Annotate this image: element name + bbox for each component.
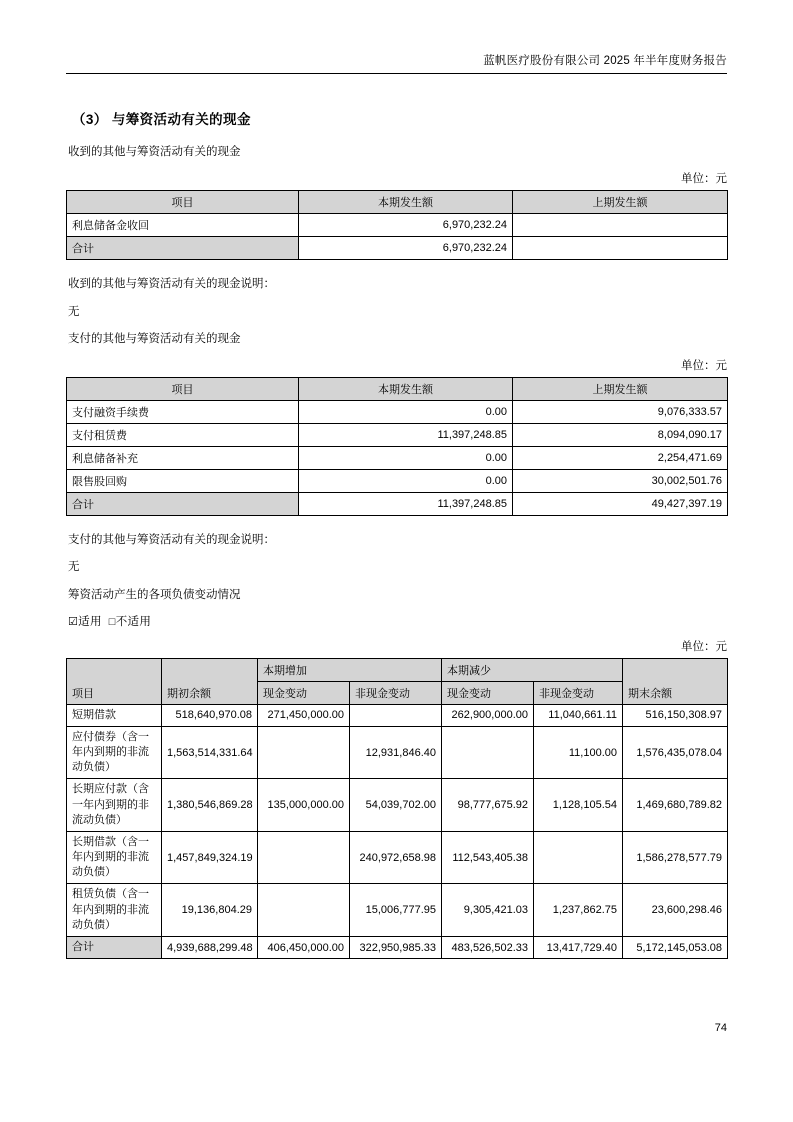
received-cash-note-value: 无 — [68, 305, 80, 318]
cell-decrease-noncash: 11,040,661.11 — [534, 704, 623, 726]
received-cash-table — [66, 190, 728, 260]
cell-previous: 8,094,090.17 — [513, 424, 728, 447]
paid-cash-title: 支付的其他与筹资活动有关的现金 — [68, 332, 241, 345]
column-header-current: 本期发生额 — [299, 191, 513, 214]
cell-closing-total: 5,172,145,053.08 — [623, 936, 728, 958]
row-label: 应付债券（含一年内到期的非流动负债） — [67, 726, 162, 779]
column-group-header-increase: 本期增加 — [258, 658, 442, 681]
cell-previous-total: 49,427,397.19 — [513, 493, 728, 516]
cell-decrease-cash — [442, 726, 534, 779]
cell-decrease-cash-total: 483,526,502.33 — [442, 936, 534, 958]
column-header-current: 本期发生额 — [299, 378, 513, 401]
unit-label-paid: 单位：元 — [681, 360, 727, 372]
cell-increase-noncash: 15,006,777.95 — [350, 884, 442, 937]
table-header-row — [67, 378, 728, 401]
cell-current-total: 6,970,232.24 — [299, 237, 513, 260]
liability-change-table — [66, 658, 728, 959]
cell-closing: 516,150,308.97 — [623, 704, 728, 726]
cell-opening: 518,640,970.08 — [162, 704, 258, 726]
column-header-item: 项目 — [67, 191, 299, 214]
cell-decrease-cash: 98,777,675.92 — [442, 779, 534, 832]
cell-opening: 19,136,804.29 — [162, 884, 258, 937]
cell-current: 6,970,232.24 — [299, 214, 513, 237]
cell-current: 11,397,248.85 — [299, 424, 513, 447]
cell-current: 0.00 — [299, 447, 513, 470]
cell-decrease-noncash-total: 13,417,729.40 — [534, 936, 623, 958]
column-header-previous: 上期发生额 — [513, 191, 728, 214]
cell-increase-cash — [258, 726, 350, 779]
cell-opening-total: 4,939,688,299.48 — [162, 936, 258, 958]
row-label: 利息储备金收回 — [67, 214, 299, 237]
cell-decrease-noncash: 1,128,105.54 — [534, 779, 623, 832]
column-header-decrease-noncash: 非现金变动 — [534, 681, 623, 704]
row-label: 利息储备补充 — [67, 447, 299, 470]
table-total-row — [67, 493, 728, 516]
column-header-decrease-cash: 现金变动 — [442, 681, 534, 704]
table-header-row-top — [67, 658, 728, 681]
paid-cash-table — [66, 377, 728, 516]
table-total-row — [67, 237, 728, 260]
table-row — [67, 779, 728, 832]
column-header-increase-noncash: 非现金变动 — [350, 681, 442, 704]
checkbox-applicable-label: 适用 — [78, 615, 102, 628]
table-header-row — [67, 191, 728, 214]
cell-closing: 1,586,278,577.79 — [623, 831, 728, 884]
column-header-item: 项目 — [67, 658, 162, 704]
paid-cash-note-label: 支付的其他与筹资活动有关的现金说明： — [68, 534, 275, 546]
cell-increase-cash — [258, 831, 350, 884]
cell-previous: 30,002,501.76 — [513, 470, 728, 493]
cell-opening: 1,457,849,324.19 — [162, 831, 258, 884]
column-header-opening: 期初余额 — [162, 658, 258, 704]
liability-change-title: 筹资活动产生的各项负债变动情况 — [68, 588, 241, 601]
unit-label-received: 单位：元 — [681, 173, 727, 186]
cell-closing: 23,600,298.46 — [623, 884, 728, 937]
cell-increase-noncash: 240,972,658.98 — [350, 831, 442, 884]
row-label-total: 合计 — [67, 237, 299, 260]
table-row — [67, 470, 728, 493]
checkbox-applicable-checked[interactable]: ☑ — [68, 615, 79, 628]
cell-previous: 9,076,333.57 — [513, 401, 728, 424]
cell-current: 0.00 — [299, 470, 513, 493]
unit-label-liability: 单位：元 — [681, 640, 727, 653]
row-label: 支付融资手续费 — [67, 401, 299, 424]
cell-previous: 2,254,471.69 — [513, 447, 728, 470]
table-row — [67, 447, 728, 470]
table-row — [67, 424, 728, 447]
checkbox-not-applicable-label: 不适用 — [115, 615, 152, 628]
table-row — [67, 214, 728, 237]
running-header: 蓝帆医疗股份有限公司 2025 年半年度财务报告 — [66, 0, 727, 74]
cell-closing: 1,469,680,789.82 — [623, 779, 728, 832]
table-row — [67, 704, 728, 726]
cell-decrease-cash: 112,543,405.38 — [442, 831, 534, 884]
cell-increase-noncash: 54,039,702.00 — [350, 779, 442, 832]
cell-increase-noncash: 12,931,846.40 — [350, 726, 442, 779]
column-header-item: 项目 — [67, 378, 299, 401]
section-title: （3） 与筹资活动有关的现金 — [72, 112, 251, 127]
table-row — [67, 831, 728, 884]
cell-current-total: 11,397,248.85 — [299, 493, 513, 516]
table-row — [67, 884, 728, 937]
cell-increase-cash-total: 406,450,000.00 — [258, 936, 350, 958]
received-cash-title: 收到的其他与筹资活动有关的现金 — [68, 146, 241, 158]
cell-increase-cash — [258, 884, 350, 937]
row-label-total: 合计 — [67, 493, 299, 516]
cell-increase-cash: 135,000,000.00 — [258, 779, 350, 832]
cell-decrease-noncash — [534, 831, 623, 884]
page-number: 74 — [714, 1022, 727, 1034]
cell-opening: 1,380,546,869.28 — [162, 779, 258, 832]
table-total-row — [67, 936, 728, 958]
row-label: 长期应付款（含一年内到期的非流动负债） — [67, 779, 162, 832]
applicability-line — [68, 613, 727, 629]
cell-previous — [513, 214, 728, 237]
cell-decrease-cash: 9,305,421.03 — [442, 884, 534, 937]
cell-decrease-noncash: 1,237,862.75 — [534, 884, 623, 937]
row-label: 支付租赁费 — [67, 424, 299, 447]
cell-previous-total — [513, 237, 728, 260]
column-header-previous: 上期发生额 — [513, 378, 728, 401]
table-row — [67, 726, 728, 779]
cell-increase-noncash-total: 322,950,985.33 — [350, 936, 442, 958]
row-label: 限售股回购 — [67, 470, 299, 493]
row-label: 长期借款（含一年内到期的非流动负债） — [67, 831, 162, 884]
cell-decrease-cash: 262,900,000.00 — [442, 704, 534, 726]
table-row — [67, 401, 728, 424]
cell-increase-noncash — [350, 704, 442, 726]
checkbox-not-applicable-unchecked[interactable]: □ — [108, 615, 116, 628]
column-header-closing: 期末余额 — [623, 658, 728, 704]
cell-increase-cash: 271,450,000.00 — [258, 704, 350, 726]
paid-cash-note-value: 无 — [68, 561, 80, 574]
cell-opening: 1,563,514,331.64 — [162, 726, 258, 779]
cell-decrease-noncash: 11,100.00 — [534, 726, 623, 779]
cell-current: 0.00 — [299, 401, 513, 424]
received-cash-note-label: 收到的其他与筹资活动有关的现金说明： — [68, 278, 275, 291]
row-label: 短期借款 — [67, 704, 162, 726]
column-header-increase-cash: 现金变动 — [258, 681, 350, 704]
cell-closing: 1,576,435,078.04 — [623, 726, 728, 779]
row-label-total: 合计 — [67, 936, 162, 958]
column-group-header-decrease: 本期减少 — [442, 658, 623, 681]
row-label: 租赁负债（含一年内到期的非流动负债） — [67, 884, 162, 937]
